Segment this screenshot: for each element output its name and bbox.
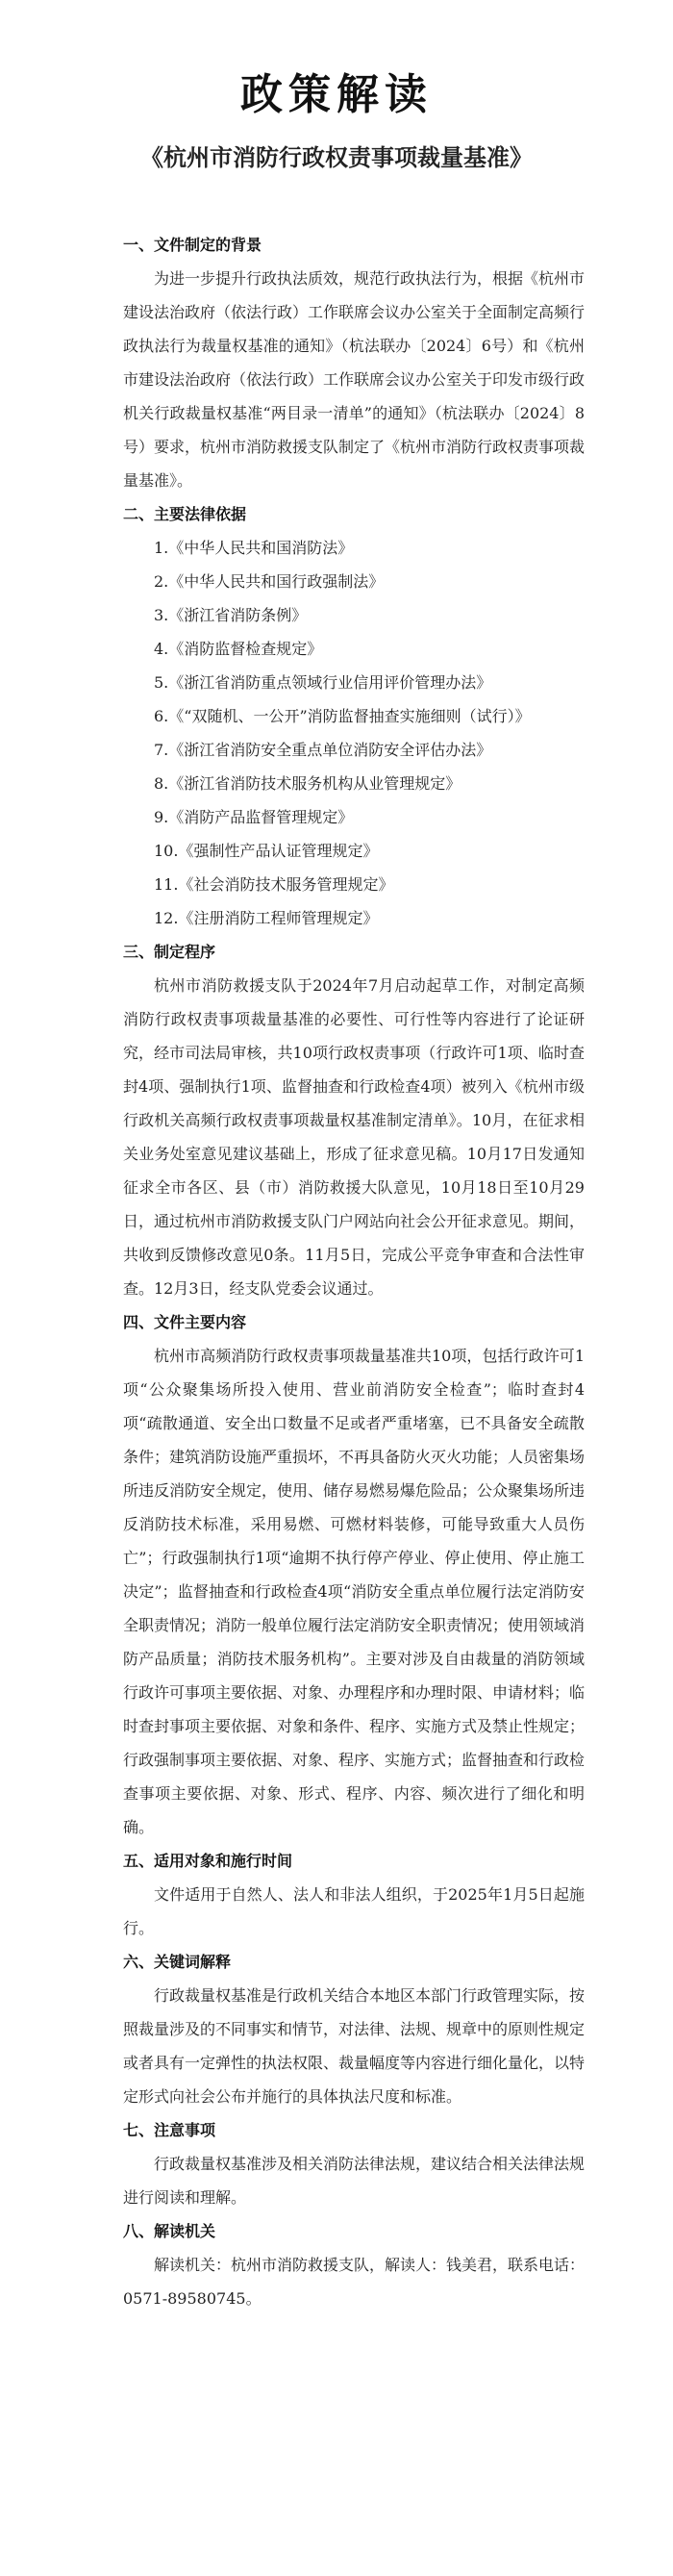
list-item: 9.《消防产品监督管理规定》 [154, 808, 354, 826]
section-paragraph: 行政裁量权基准涉及相关消防法律法规，建议结合相关法律法规进行阅读和理解。 [123, 2155, 586, 2207]
section-interpreting-agency [123, 2214, 585, 2315]
legal-basis-list [123, 531, 585, 935]
section-paragraph: 行政裁量权基准是行政机关结合本地区本部门行政管理实际，按照裁量涉及的不同事实和情节，对法律、法规、规章中的原则性规定或者具有一定弹性的执法权限、裁量幅度等内容进行细化量化，以特定形式向社会公布并施行的具体执法尺度和标准。 [123, 1986, 586, 2106]
section-paragraph: 杭州市高频消防行政权责事项裁量基准共10项，包括行政许可1项“公众聚集场所投入使用、营业前消防安全检查”；临时查封4项“疏散通道、安全出口数量不足或者严重堵塞，已不具备安全疏散条件；建筑消防设施严重损坏，不再具备防火灭火功能；人员密集场所违反消防安全规定，使用、储存易燃易爆危险品；公众聚集场所违反消防技术标准，采用易燃、可燃材料装修，可能导致重大人员伤亡”；行政强制执行1项“逾期不执行停产停业、停止使用、停止施工决定”；监督抽查和行政检查4项“消防安全重点单位履行法定消防安全职责情况；消防一般单位履行法定消防安全职责情况；使用领域消防产品质量；消防技术服务机构”。主要对涉及自由裁量的消防领域行政许可事项主要依据、对象、办理程序和办理时限、申请材料；临时查封事项主要依据、对象和条件、程序、实施方式及禁止性规定；行政强制事项主要依据、对象、程序、实施方式；监督抽查和行政检查事项主要依据、对象、形式、程序、内容、频次进行了细化和明确。 [123, 1347, 586, 1836]
list-item: 1.《中华人民共和国消防法》 [154, 539, 354, 557]
section-paragraph: 为进一步提升行政执法质效，规范行政执法行为，根据《杭州市建设法治政府（依法行政）工作联席会议办公室关于全面制定高频行政执法行为裁量权基准的通知》（杭法联办〔2024〕6号）和《杭州市建设法治政府（依法行政）工作联席会议办公室关于印发市级行政机关行政裁量权基准“两目录一清单”的通知》（杭法联办〔2024〕8号）要求，杭州市消防救援支队制定了《杭州市消防行政权责事项裁量基准》。 [123, 269, 586, 490]
section-procedure [123, 935, 585, 1305]
section-heading: 二、主要法律依据 [123, 505, 247, 523]
section-heading: 五、适用对象和施行时间 [123, 1852, 293, 1870]
section-paragraph: 解读机关：杭州市消防救援支队，解读人：钱美君，联系电话：0571-89580745。 [123, 2256, 586, 2308]
list-item: 3.《浙江省消防条例》 [154, 606, 308, 624]
list-item: 12.《注册消防工程师管理规定》 [154, 909, 379, 927]
section-heading: 三、制定程序 [123, 943, 216, 961]
list-item: 8.《浙江省消防技术服务机构从业管理规定》 [154, 774, 461, 793]
section-legal-basis [123, 497, 585, 935]
list-item: 5.《浙江省消防重点领域行业信用评价管理办法》 [154, 673, 492, 692]
section-heading: 一、文件制定的背景 [123, 236, 262, 254]
list-item: 7.《浙江省消防安全重点单位消防安全评估办法》 [154, 741, 492, 759]
section-notes [123, 2113, 585, 2214]
section-heading: 四、文件主要内容 [123, 1313, 247, 1331]
section-main-content [123, 1305, 585, 1844]
section-keywords [123, 1945, 585, 2113]
section-heading: 六、关键词解释 [123, 1953, 232, 1971]
list-item: 10.《强制性产品认证管理规定》 [154, 842, 379, 860]
section-heading: 八、解读机关 [123, 2222, 216, 2240]
section-paragraph: 文件适用于自然人、法人和非法人组织，于2025年1月5日起施行。 [123, 1885, 585, 1937]
section-background [123, 228, 585, 497]
list-item: 6.《“双随机、一公开”消防监督抽查实施细则（试行）》 [154, 707, 531, 725]
section-scope-and-date [123, 1844, 585, 1945]
page-title: 政策解读 [240, 70, 433, 119]
list-item: 4.《消防监督检查规定》 [154, 640, 323, 658]
section-heading: 七、注意事项 [123, 2121, 216, 2139]
document-subtitle: 《杭州市消防行政权责事项裁量基准》 [140, 143, 533, 171]
section-paragraph: 杭州市消防救援支队于2024年7月启动起草工作，对制定高频消防行政权责事项裁量基准的必要性、可行性等内容进行了论证研究，经市司法局审核，共10项行政权责事项（行政许可1项、临时查封4项、强制执行1项、监督抽查和行政检查4项）被列入《杭州市级行政机关高频行政权责事项裁量权基准制定清单》。10月，在征求相关业务处室意见建议基础上，形成了征求意见稿。10月17日发通知征求全市各区、县（市）消防救援大队意见，10月18日至10月29日，通过杭州市消防救援支队门户网站向社会公开征求意见。期间，共收到反馈修改意见0条。11月5日，完成公平竞争审查和合法性审查。12月3日，经支队党委会议通过。 [123, 976, 586, 1298]
list-item: 2.《中华人民共和国行政强制法》 [154, 572, 385, 591]
list-item: 11.《社会消防技术服务管理规定》 [154, 875, 394, 894]
